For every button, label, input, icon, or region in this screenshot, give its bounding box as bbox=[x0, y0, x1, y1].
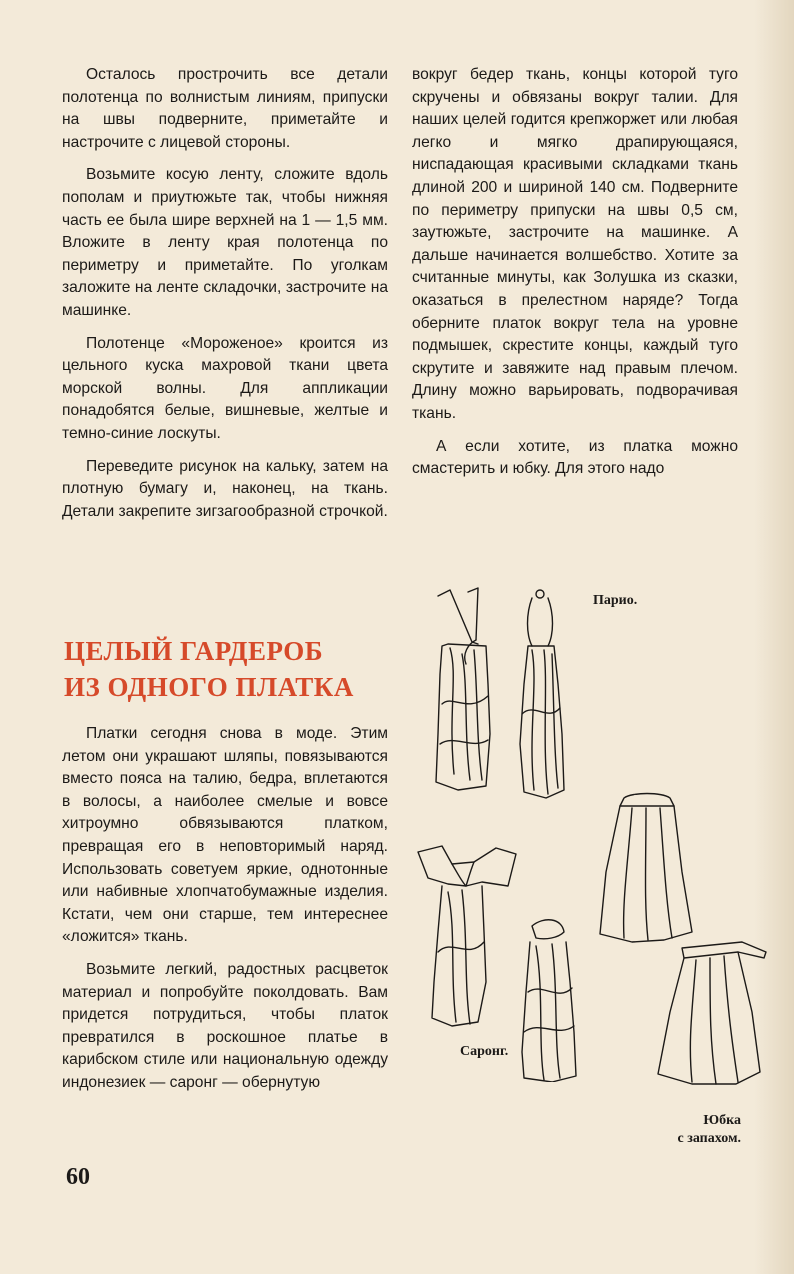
caption-wrap-skirt bbox=[655, 1112, 741, 1148]
paragraph: А если хотите, из платка можно смастерить и юбку. Для этого надо bbox=[412, 437, 738, 478]
paragraph: Полотенце «Мороженое» кроится из цельного куска махровой ткани цвета морской волны. Для аппликации понадобятся белые, вишневые, желтые и темно-синие лоскуты. bbox=[62, 334, 388, 442]
heading-line: ЦЕЛЫЙ ГАРДЕРОБ bbox=[64, 636, 324, 666]
left-column-top bbox=[62, 64, 388, 533]
paragraph: Осталось прострочить все детали полотенца по волнистым линиям, припуски на швы подверните, приметайте и настрочите с лицевой стороны. bbox=[62, 66, 388, 151]
caption-pario: Парио. bbox=[593, 593, 638, 608]
paragraph: Возьмите легкий, радостных расцветок материал и попробуйте поколдовать. Вам придется потрудиться, чтобы платок превратился в роскошное платье в карибском стиле или национальную одежду индонезиек — саронг — обернутую bbox=[62, 960, 388, 1091]
paragraph: вокруг бедер ткань, концы которой туго скручены и обвязаны вокруг талии. Для наших целей годится крепжоржет или любая легко и мягко драпирующаяся, ниспадающая красивыми складками ткань длиной 200 и шириной 140 см. Подверните по периметру припуски на швы 0,5 см, заутюжьте, застрочите на машинке. А дальше начинается волшебство. Хотите за считанные минуты, как Золушка из сказки, оказаться в прелестном наряде? Тогда оберните платок вокруг тела на уровне подмышек, скрестите концы, каждый туго скрутите и завяжите над правым плечом. Длину можно варьировать, подворачивая ткань. bbox=[412, 66, 738, 422]
caption-sarong: Саронг. bbox=[460, 1044, 509, 1059]
left-column-bottom bbox=[62, 723, 388, 1105]
paragraph: Переведите рисунок на кальку, затем на плотную бумагу и, наконец, на ткань. Детали закрепите зигзагообразной строчкой. bbox=[62, 457, 388, 520]
caption-line: Юбка bbox=[703, 1113, 741, 1128]
section-heading bbox=[64, 633, 394, 705]
pario-illustration bbox=[428, 584, 588, 806]
right-column bbox=[412, 64, 738, 491]
page-number: 60 bbox=[66, 1164, 90, 1190]
skirt-illustration bbox=[592, 792, 768, 1098]
caption-line: с запахом. bbox=[677, 1131, 741, 1146]
heading-line: ИЗ ОДНОГО ПЛАТКА bbox=[64, 672, 354, 702]
paragraph: Платки сегодня снова в моде. Этим летом они украшают шляпы, повязываются вместо пояса на талию, бедра, вплетаются в волосы, а наиболее смелые и вовсе хитроумно обвязываются платком, превращая его в неповторимый наряд. Использовать советуем яркие, однотонные или набивные хлопчатобумажные изделия. Кстати, чем они старше, тем интереснее «ложится» ткань. bbox=[62, 725, 388, 946]
paragraph: Возьмите косую ленту, сложите вдоль пополам и приутюжьте так, чтобы нижняя часть ее была шире верхней на 1 — 1,5 мм. Вложите в ленту края полотенца по периметру и приметайте. По уголкам заложите на ленте складочки, застрочите на машинке. bbox=[62, 166, 388, 319]
